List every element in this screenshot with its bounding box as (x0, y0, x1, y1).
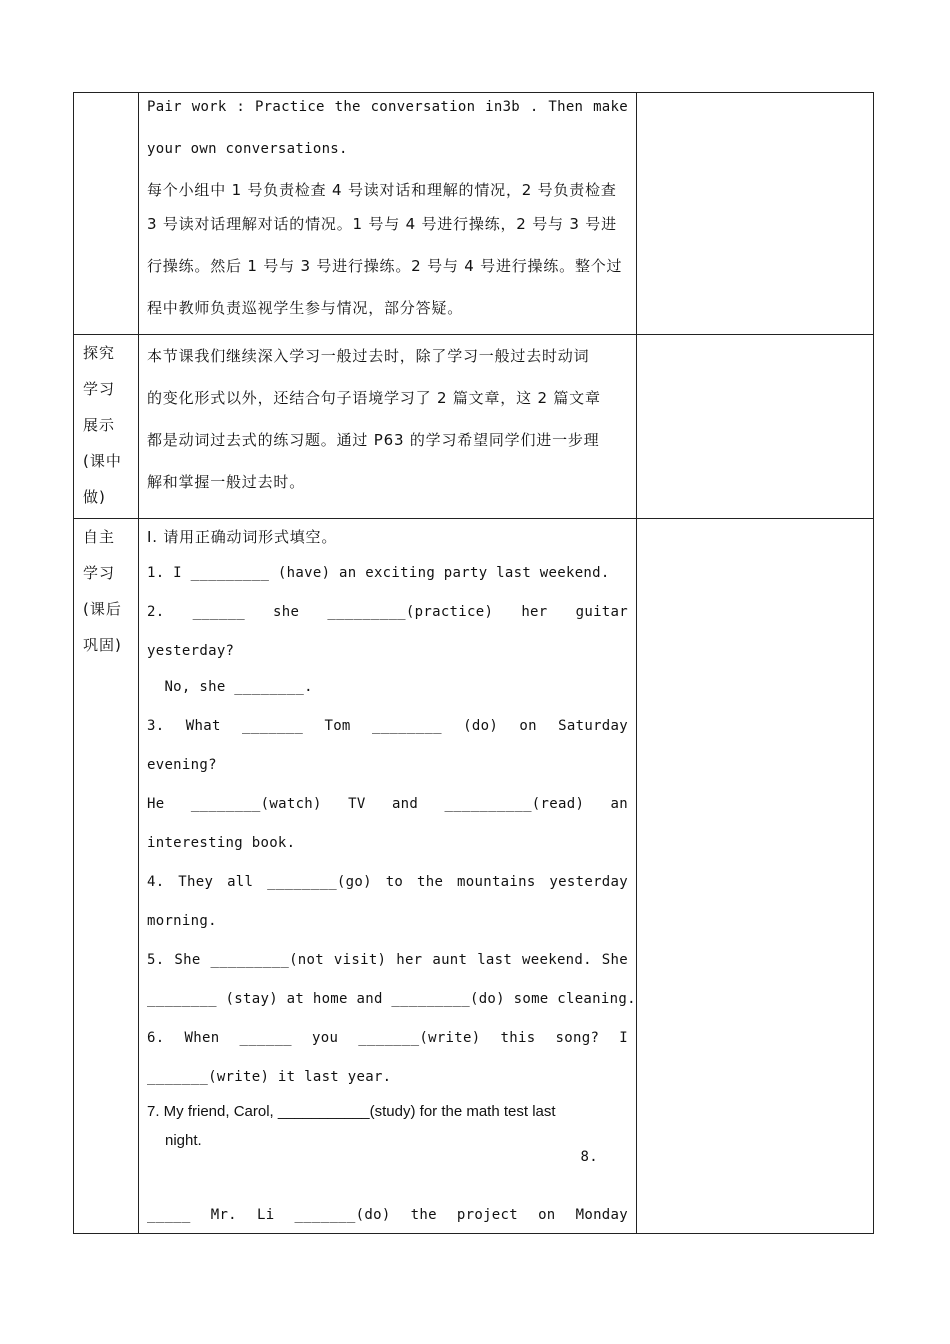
question-3-answer-line-2: interesting book. (147, 835, 296, 851)
pair-work-line-6: 程中教师负责巡视学生参与情况，部分答疑。 (147, 299, 464, 317)
question-7-line-2: night. (165, 1132, 202, 1149)
worksheet-table (73, 92, 874, 1234)
question-5-line-1: 5. She _________(not visit) her aunt last weekend. She (147, 952, 628, 968)
pair-work-line-3: 每个小组中 1 号负责检查 4 号读对话和理解的情况，2 号负责检查 (147, 181, 617, 199)
row3-side-label-3: (课后 (83, 600, 122, 618)
exercise-heading: I. 请用正确动词形式填空。 (147, 528, 338, 546)
pair-work-line-2: your own conversations. (147, 141, 348, 157)
question-4-line-1: 4. They all ________(go) to the mountains yesterday (147, 874, 628, 890)
question-8-line-1: _____ Mr. Li _______(do) the project on Monday (147, 1207, 628, 1223)
row-self-study (74, 519, 874, 1234)
row2-notes-cell (637, 335, 874, 519)
question-2-line-2: yesterday? (147, 643, 235, 659)
explore-line-1: 本节课我们继续深入学习一般过去时，除了学习一般过去时动词 (147, 347, 590, 365)
question-5-line-2: ________ (stay) at home and _________(do) some cleaning. (147, 991, 636, 1007)
pair-work-line-5: 行操练。然后 1 号与 3 号进行操练。2 号与 4 号进行操练。整个过 (147, 257, 623, 275)
question-6-line-1: 6. When ______ you _______(write) this song? I (147, 1030, 628, 1046)
row1-side-cell (74, 93, 139, 335)
question-2-line-1: 2. ______ she _________(practice) her guitar (147, 604, 628, 620)
row2-content-cell (139, 335, 637, 519)
pair-work-line-4: 3 号读对话理解对话的情况。1 号与 4 号进行操练，2 号与 3 号进 (147, 215, 617, 233)
question-8-number: 8. (580, 1149, 598, 1165)
question-3-answer-line-1: He ________(watch) TV and __________(read) an (147, 796, 628, 812)
row3-notes-cell (637, 519, 874, 1234)
row3-side-label-2: 学习 (83, 564, 116, 582)
row1-notes-cell (637, 93, 874, 335)
row2-side-label-3: 展示 (83, 416, 116, 434)
row2-side-label-1: 探究 (83, 344, 116, 362)
row-explore-show (74, 335, 874, 519)
row3-side-label-1: 自主 (83, 528, 116, 546)
question-4-line-2: morning. (147, 913, 217, 929)
row2-side-label-5: 做) (83, 488, 106, 506)
question-1: 1. I _________ (have) an exciting party last weekend. (147, 565, 610, 581)
question-7-line-1: 7. My friend, Carol, ___________(study) for the math test last (147, 1103, 556, 1120)
row1-content-cell (139, 93, 637, 335)
question-3-line-1: 3. What _______ Tom ________ (do) on Saturday (147, 718, 628, 734)
row-pair-work (74, 93, 874, 335)
row3-content-cell (139, 519, 637, 1234)
row2-side-label-2: 学习 (83, 380, 116, 398)
pair-work-line-1: Pair work : Practice the conversation in3b . Then make (147, 99, 628, 115)
row3-side-cell (74, 519, 139, 1234)
explore-line-2: 的变化形式以外，还结合句子语境学习了 2 篇文章，这 2 篇文章 (147, 389, 601, 407)
row2-side-cell (74, 335, 139, 519)
question-3-line-2: evening? (147, 757, 217, 773)
row2-side-label-4: (课中 (83, 452, 122, 470)
explore-line-4: 解和掌握一般过去时。 (147, 473, 306, 491)
explore-line-3: 都是动词过去式的练习题。通过 P63 的学习希望同学们进一步理 (147, 431, 600, 449)
question-2-answer: No, she ________. (147, 679, 313, 695)
question-6-line-2: _______(write) it last year. (147, 1069, 392, 1085)
row3-side-label-4: 巩固) (83, 636, 122, 654)
